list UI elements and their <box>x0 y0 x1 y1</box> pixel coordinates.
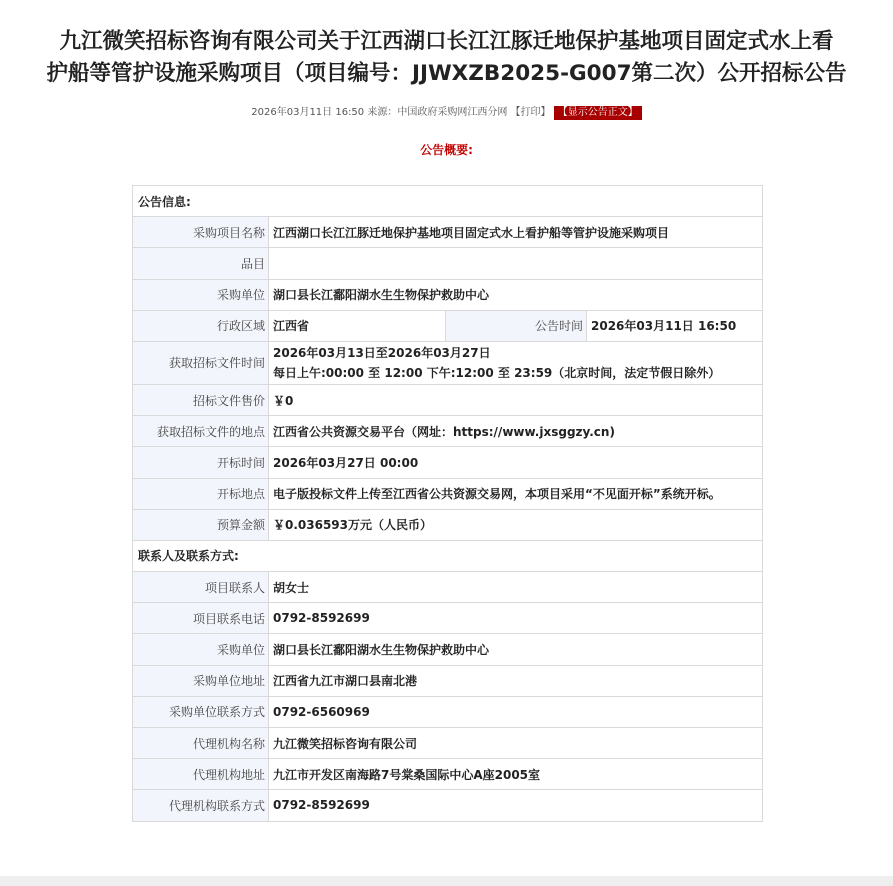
agency-address-label: 代理机构地址 <box>133 759 269 790</box>
agency-name-label: 代理机构名称 <box>133 728 269 759</box>
table-row <box>133 416 763 447</box>
open-place-value: 电子版投标文件上传至江西省公共资源交易网，本项目采用“不见面开标”系统开标。 <box>269 478 763 509</box>
summary-title: 公告概要: <box>420 143 473 157</box>
open-place-label: 开标地点 <box>133 478 269 509</box>
table-row <box>133 478 763 509</box>
purchaser-address-value: 江西省九江市湖口县南北港 <box>269 665 763 696</box>
print-link[interactable]: 【打印】 <box>510 107 551 118</box>
agency-phone-label: 代理机构联系方式 <box>133 790 269 821</box>
purchaser-phone-value: 0792-6560969 <box>269 696 763 727</box>
table-row <box>133 665 763 696</box>
region-label: 行政区域 <box>133 310 269 341</box>
agency-address-value: 九江市开发区南海路7号棠桑国际中心A座2005室 <box>269 759 763 790</box>
table-row <box>133 447 763 478</box>
table-row <box>133 384 763 415</box>
region-value: 江西省 <box>269 310 446 341</box>
doc-time-hours: 每日上午:00:00 至 12:00 下午:12:00 至 23:59（北京时间，法定节假日除外） <box>273 365 721 380</box>
table-row <box>133 509 763 540</box>
doc-price-label: 招标文件售价 <box>133 384 269 415</box>
project-contact-value: 胡女士 <box>269 572 763 603</box>
contact-purchaser-label: 采购单位 <box>133 634 269 665</box>
section-row <box>133 186 763 217</box>
table-row <box>133 790 763 821</box>
purchaser-label: 采购单位 <box>133 279 269 310</box>
purchaser-phone-label: 采购单位联系方式 <box>133 696 269 727</box>
article-meta <box>0 106 893 120</box>
doc-place-label: 获取招标文件的地点 <box>133 416 269 447</box>
doc-time-value <box>269 341 763 384</box>
open-time-label: 开标时间 <box>133 447 269 478</box>
table-row <box>133 279 763 310</box>
table-row <box>133 217 763 248</box>
page-title-line2: 护船等管护设施采购项目（项目编号：JJWXZB2025-G007第二次）公开招标公告 <box>46 61 847 86</box>
publish-datetime: 2026年03月11日 16:50 <box>251 107 365 118</box>
items-value <box>269 248 763 279</box>
project-name-value: 江西湖口长江江豚迁地保护基地项目固定式水上看护船等管护设施采购项目 <box>269 217 763 248</box>
purchaser-value: 湖口县长江鄱阳湖水生生物保护救助中心 <box>269 279 763 310</box>
table-row <box>133 696 763 727</box>
page-title <box>0 0 893 90</box>
show-full-text-button[interactable]: 【显示公告正文】 <box>554 106 642 120</box>
section-announcement-info: 公告信息: <box>133 186 763 217</box>
announcement-table <box>132 185 763 822</box>
doc-time-range: 2026年03月13日至2026年03月27日 <box>273 345 491 360</box>
agency-phone-value: 0792-8592699 <box>269 790 763 821</box>
contact-purchaser-value: 湖口县长江鄱阳湖水生生物保护救助中心 <box>269 634 763 665</box>
table-row <box>133 572 763 603</box>
table-row <box>133 728 763 759</box>
items-label: 品目 <box>133 248 269 279</box>
publish-time-value: 2026年03月11日 16:50 <box>587 310 763 341</box>
table-row <box>133 341 763 384</box>
section-contacts: 联系人及联系方式: <box>133 540 763 571</box>
section-row <box>133 540 763 571</box>
purchaser-address-label: 采购单位地址 <box>133 665 269 696</box>
open-time-value: 2026年03月27日 00:00 <box>269 447 763 478</box>
agency-name-value: 九江微笑招标咨询有限公司 <box>269 728 763 759</box>
budget-label: 预算金额 <box>133 509 269 540</box>
page-title-line1: 九江微笑招标咨询有限公司关于江西湖口长江江豚迁地保护基地项目固定式水上看 <box>59 29 834 54</box>
table-row <box>133 634 763 665</box>
source-text: 来源：中国政府采购网江西分网 <box>367 107 508 118</box>
project-phone-label: 项目联系电话 <box>133 603 269 634</box>
project-name-label: 采购项目名称 <box>133 217 269 248</box>
table-row <box>133 603 763 634</box>
bottom-bar <box>0 876 893 886</box>
table-row <box>133 310 763 341</box>
doc-price-value: ￥0 <box>269 384 763 415</box>
table-row <box>133 759 763 790</box>
publish-time-label: 公告时间 <box>446 310 587 341</box>
doc-time-label: 获取招标文件时间 <box>133 341 269 384</box>
project-phone-value: 0792-8592699 <box>269 603 763 634</box>
budget-value: ￥0.036593万元（人民币） <box>269 509 763 540</box>
table-row <box>133 248 763 279</box>
doc-place-value: 江西省公共资源交易平台（网址：https://www.jxsggzy.cn) <box>269 416 763 447</box>
project-contact-label: 项目联系人 <box>133 572 269 603</box>
